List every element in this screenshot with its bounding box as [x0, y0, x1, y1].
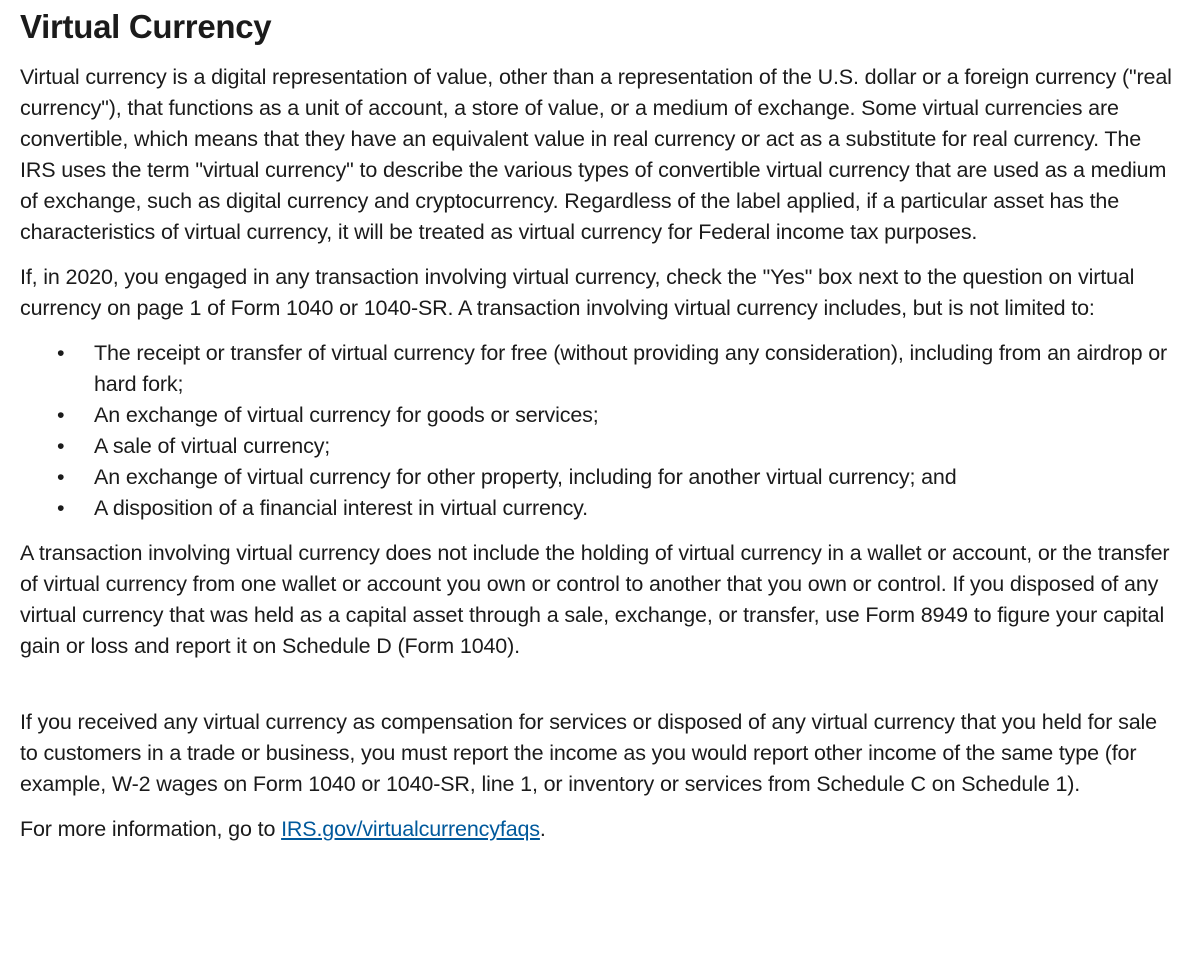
- paragraph-reporting-question: If, in 2020, you engaged in any transaction involving virtual currency, check the "Yes" box next to the question on virtual currency on page 1 of Form 1040 or 1040-SR. A transaction involving virtual currency includes, but is not limited to:: [20, 265, 1135, 320]
- list-item: • The receipt or transfer of virtual currency for free (without providing any consideration), including from an airdrop or hard fork;: [94, 338, 1180, 400]
- irs-faqs-link[interactable]: IRS.gov/virtualcurrencyfaqs: [281, 817, 540, 841]
- more-info-suffix: .: [539, 817, 546, 841]
- spacer: [20, 676, 1180, 707]
- list-item: • A disposition of a financial interest in virtual currency.: [94, 493, 1180, 524]
- list-item: • A sale of virtual currency;: [94, 431, 1180, 462]
- paragraph-compensation: If you received any virtual currency as compensation for services or disposed of any virtual currency that you held for sale to customers in a trade or business, you must report the income as you would report other income of the same type (for example, W-2 wages on Form 1040 or 1040-SR, line 1, or inventory or services from Schedule C on Schedule 1).: [20, 710, 1157, 796]
- more-info-line: [20, 814, 1180, 845]
- transaction-list: [20, 338, 1180, 524]
- page-title: Virtual Currency: [20, 8, 272, 45]
- more-info-prefix: For more information, go to: [20, 817, 282, 841]
- list-item: • An exchange of virtual currency for goods or services;: [94, 400, 1180, 431]
- list-item: • An exchange of virtual currency for other property, including for another virtual currency; and: [94, 462, 1180, 493]
- paragraph-definition: Virtual currency is a digital representation of value, other than a representation of the U.S. dollar or a foreign currency ("real currency"), that functions as a unit of account, a store of value, or a medium of exchange. Some virtual currencies are convertible, which means that they have an equivalent value in real currency or act as a substitute for real currency. The IRS uses the term "virtual currency" to describe the various types of convertible virtual currency that are used as a medium of exchange, such as digital currency and cryptocurrency. Regardless of the label applied, if a particular asset has the characteristics of virtual currency, it will be treated as virtual currency for Federal income tax purposes.: [20, 65, 1172, 244]
- paragraph-exclusions: A transaction involving virtual currency does not include the holding of virtual currency in a wallet or account, or the transfer of virtual currency from one wallet or account you own or control to another that you own or control. If you disposed of any virtual currency that was held as a capital asset through a sale, exchange, or transfer, use Form 8949 to figure your capital gain or loss and report it on Schedule D (Form 1040).: [20, 541, 1170, 658]
